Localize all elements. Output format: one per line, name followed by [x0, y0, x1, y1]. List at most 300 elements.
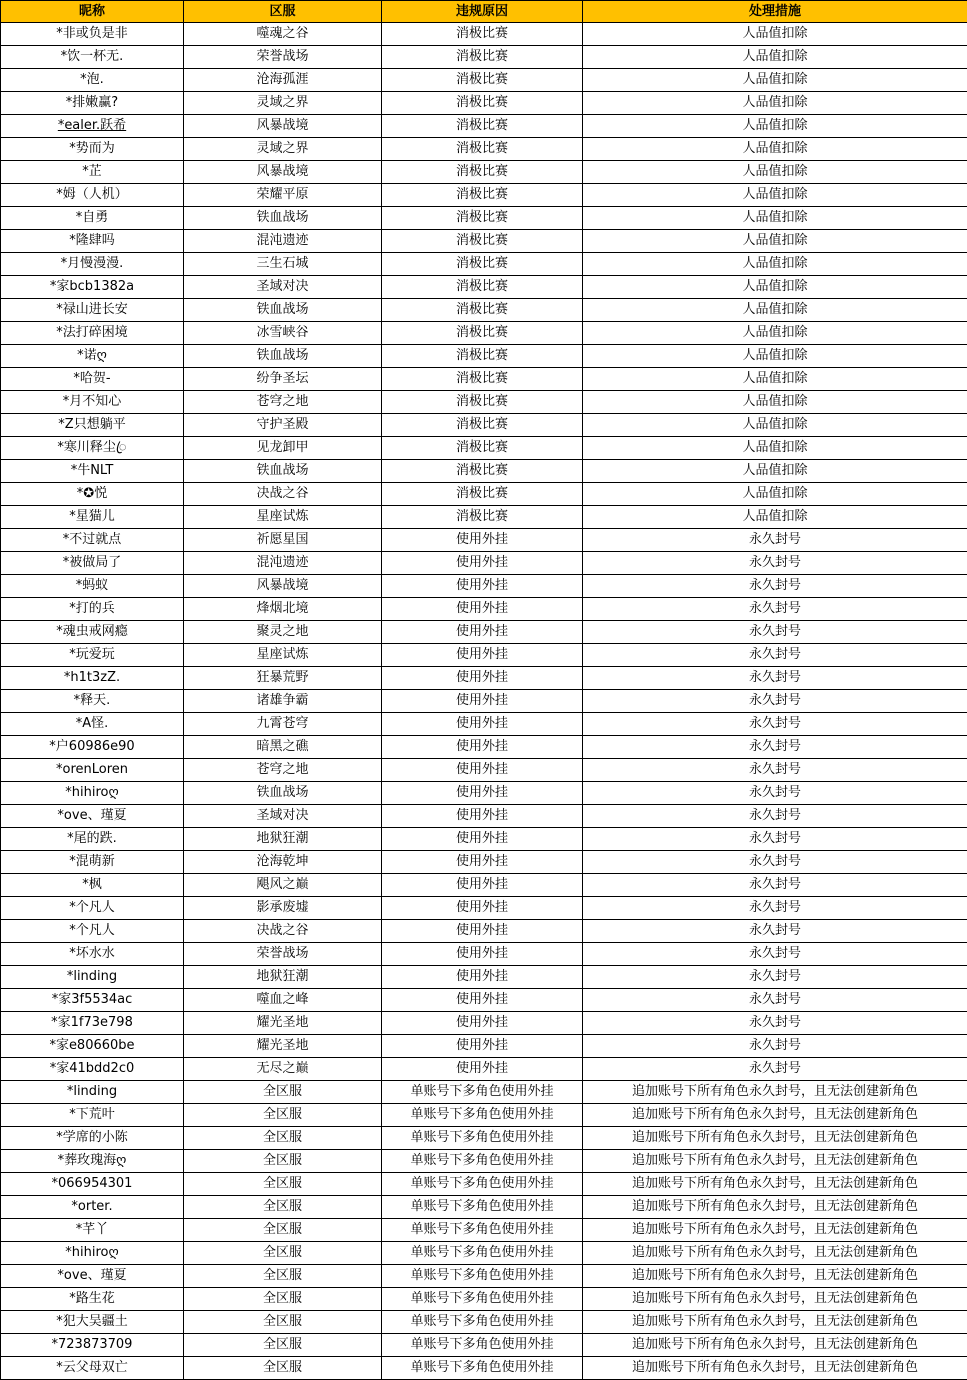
cell-action: 永久封号	[583, 966, 967, 989]
cell-server: 全区服	[184, 1288, 382, 1311]
cell-action: 永久封号	[583, 920, 967, 943]
cell-reason: 使用外挂	[382, 759, 583, 782]
cell-reason: 使用外挂	[382, 1035, 583, 1058]
cell-reason: 消极比赛	[382, 46, 583, 69]
table-row	[1, 621, 967, 644]
table-row	[1, 1311, 967, 1334]
cell-reason: 消极比赛	[382, 368, 583, 391]
cell-server: 星座试炼	[184, 644, 382, 667]
cell-server: 苍穹之地	[184, 759, 382, 782]
table-row	[1, 138, 967, 161]
cell-server: 风暴战境	[184, 115, 382, 138]
table-row	[1, 161, 967, 184]
table-row	[1, 1081, 967, 1104]
table-row	[1, 207, 967, 230]
table-row	[1, 230, 967, 253]
cell-nickname: *学席的小陈	[1, 1127, 184, 1150]
cell-nickname: *尾的跌.	[1, 828, 184, 851]
cell-reason: 使用外挂	[382, 943, 583, 966]
table-row	[1, 253, 967, 276]
cell-action: 永久封号	[583, 1058, 967, 1081]
cell-action: 人品值扣除	[583, 437, 967, 460]
cell-nickname: *ove、瑾夏	[1, 1265, 184, 1288]
cell-server: 三生石城	[184, 253, 382, 276]
cell-reason: 使用外挂	[382, 713, 583, 736]
cell-server: 风暴战境	[184, 161, 382, 184]
cell-action: 追加账号下所有角色永久封号，且无法创建新角色	[583, 1288, 967, 1311]
table-row	[1, 46, 967, 69]
cell-nickname: *月慢漫漫.	[1, 253, 184, 276]
table-row	[1, 644, 967, 667]
cell-reason: 消极比赛	[382, 161, 583, 184]
cell-server: 祈愿星国	[184, 529, 382, 552]
cell-action: 人品值扣除	[583, 506, 967, 529]
cell-reason: 使用外挂	[382, 575, 583, 598]
cell-action: 永久封号	[583, 575, 967, 598]
table-row	[1, 1265, 967, 1288]
cell-reason: 消极比赛	[382, 414, 583, 437]
cell-nickname: *排嫩赢?	[1, 92, 184, 115]
cell-server: 全区服	[184, 1357, 382, 1380]
table-row	[1, 1127, 967, 1150]
cell-server: 全区服	[184, 1311, 382, 1334]
cell-nickname: *魂虫戒网瘾	[1, 621, 184, 644]
cell-action: 人品值扣除	[583, 138, 967, 161]
cell-reason: 消极比赛	[382, 184, 583, 207]
cell-reason: 使用外挂	[382, 690, 583, 713]
cell-action: 永久封号	[583, 874, 967, 897]
cell-action: 人品值扣除	[583, 184, 967, 207]
cell-server: 全区服	[184, 1334, 382, 1357]
cell-action: 追加账号下所有角色永久封号，且无法创建新角色	[583, 1357, 967, 1380]
cell-reason: 使用外挂	[382, 920, 583, 943]
cell-server: 聚灵之地	[184, 621, 382, 644]
header-action: 处理措施	[583, 1, 967, 23]
table-row	[1, 23, 967, 46]
cell-nickname: *蚂蚁	[1, 575, 184, 598]
cell-action: 追加账号下所有角色永久封号，且无法创建新角色	[583, 1150, 967, 1173]
cell-nickname: *orenLoren	[1, 759, 184, 782]
cell-reason: 单账号下多角色使用外挂	[382, 1242, 583, 1265]
cell-reason: 单账号下多角色使用外挂	[382, 1173, 583, 1196]
cell-action: 永久封号	[583, 897, 967, 920]
cell-server: 狂暴荒野	[184, 667, 382, 690]
cell-nickname: *下荒叶	[1, 1104, 184, 1127]
cell-server: 圣域对决	[184, 805, 382, 828]
cell-server: 铁血战场	[184, 782, 382, 805]
cell-server: 见龙卸甲	[184, 437, 382, 460]
cell-reason: 消极比赛	[382, 460, 583, 483]
cell-action: 人品值扣除	[583, 253, 967, 276]
cell-action: 人品值扣除	[583, 46, 967, 69]
cell-action: 人品值扣除	[583, 414, 967, 437]
cell-reason: 使用外挂	[382, 851, 583, 874]
header-row	[1, 1, 967, 23]
cell-server: 荣耀平原	[184, 184, 382, 207]
cell-reason: 使用外挂	[382, 782, 583, 805]
cell-nickname: *ove、瑾夏	[1, 805, 184, 828]
cell-action: 永久封号	[583, 1012, 967, 1035]
cell-action: 永久封号	[583, 1035, 967, 1058]
cell-action: 人品值扣除	[583, 299, 967, 322]
cell-server: 苍穹之地	[184, 391, 382, 414]
cell-nickname: *自勇	[1, 207, 184, 230]
table-row	[1, 92, 967, 115]
table-header	[1, 1, 967, 23]
cell-server: 灵域之界	[184, 138, 382, 161]
cell-server: 噬魂之谷	[184, 23, 382, 46]
cell-nickname: *隆肆吗	[1, 230, 184, 253]
cell-reason: 消极比赛	[382, 391, 583, 414]
cell-action: 永久封号	[583, 552, 967, 575]
cell-server: 全区服	[184, 1150, 382, 1173]
table-row	[1, 1058, 967, 1081]
cell-action: 追加账号下所有角色永久封号，且无法创建新角色	[583, 1173, 967, 1196]
cell-nickname: *姆（人机）	[1, 184, 184, 207]
table-row	[1, 69, 967, 92]
cell-server: 飓风之巅	[184, 874, 382, 897]
cell-server: 耀光圣地	[184, 1035, 382, 1058]
cell-reason: 使用外挂	[382, 989, 583, 1012]
cell-nickname: *打的兵	[1, 598, 184, 621]
table-row	[1, 115, 967, 138]
cell-action: 永久封号	[583, 759, 967, 782]
table-row	[1, 1219, 967, 1242]
cell-server: 风暴战境	[184, 575, 382, 598]
cell-nickname: *芷	[1, 161, 184, 184]
cell-action: 人品值扣除	[583, 368, 967, 391]
cell-nickname: *泡.	[1, 69, 184, 92]
cell-action: 永久封号	[583, 529, 967, 552]
table-row	[1, 1035, 967, 1058]
header-server: 区服	[184, 1, 382, 23]
cell-server: 铁血战场	[184, 299, 382, 322]
cell-reason: 单账号下多角色使用外挂	[382, 1219, 583, 1242]
table-row	[1, 460, 967, 483]
header-nickname: 昵称	[1, 1, 184, 23]
table-row	[1, 598, 967, 621]
cell-action: 人品值扣除	[583, 115, 967, 138]
table-row	[1, 552, 967, 575]
cell-server: 全区服	[184, 1219, 382, 1242]
cell-server: 守护圣殿	[184, 414, 382, 437]
cell-reason: 使用外挂	[382, 598, 583, 621]
cell-nickname: *非或负是非	[1, 23, 184, 46]
cell-action: 人品值扣除	[583, 483, 967, 506]
cell-server: 诸雄争霸	[184, 690, 382, 713]
table-row	[1, 782, 967, 805]
cell-nickname: *哈贺-	[1, 368, 184, 391]
cell-action: 人品值扣除	[583, 92, 967, 115]
cell-reason: 单账号下多角色使用外挂	[382, 1104, 583, 1127]
cell-server: 全区服	[184, 1196, 382, 1219]
cell-action: 永久封号	[583, 782, 967, 805]
cell-action: 人品值扣除	[583, 207, 967, 230]
cell-reason: 单账号下多角色使用外挂	[382, 1150, 583, 1173]
cell-nickname: *家41bdd2c0	[1, 1058, 184, 1081]
cell-reason: 单账号下多角色使用外挂	[382, 1081, 583, 1104]
cell-action: 人品值扣除	[583, 391, 967, 414]
cell-nickname: *Z只想躺平	[1, 414, 184, 437]
cell-action: 追加账号下所有角色永久封号，且无法创建新角色	[583, 1334, 967, 1357]
cell-server: 铁血战场	[184, 207, 382, 230]
cell-reason: 单账号下多角色使用外挂	[382, 1311, 583, 1334]
cell-nickname: *hihiroღ	[1, 1242, 184, 1265]
cell-server: 混沌遗迹	[184, 230, 382, 253]
cell-reason: 消极比赛	[382, 230, 583, 253]
cell-reason: 消极比赛	[382, 92, 583, 115]
table-row	[1, 690, 967, 713]
cell-reason: 单账号下多角色使用外挂	[382, 1127, 583, 1150]
cell-server: 星座试炼	[184, 506, 382, 529]
cell-nickname: *芊丫	[1, 1219, 184, 1242]
table-row	[1, 322, 967, 345]
cell-server: 荣誉战场	[184, 46, 382, 69]
cell-reason: 消极比赛	[382, 483, 583, 506]
cell-nickname: *orter.	[1, 1196, 184, 1219]
cell-nickname: *linding	[1, 1081, 184, 1104]
cell-nickname: *家3f5534ac	[1, 989, 184, 1012]
cell-server: 决战之谷	[184, 920, 382, 943]
cell-nickname: *坏水水	[1, 943, 184, 966]
cell-server: 地狱狂潮	[184, 828, 382, 851]
cell-action: 追加账号下所有角色永久封号，且无法创建新角色	[583, 1311, 967, 1334]
table-row	[1, 920, 967, 943]
cell-nickname: *云父母双亡	[1, 1357, 184, 1380]
table-row	[1, 483, 967, 506]
cell-reason: 单账号下多角色使用外挂	[382, 1334, 583, 1357]
cell-server: 纷争圣坛	[184, 368, 382, 391]
cell-nickname: *牛NLT	[1, 460, 184, 483]
table-row	[1, 299, 967, 322]
cell-reason: 消极比赛	[382, 23, 583, 46]
cell-reason: 使用外挂	[382, 966, 583, 989]
cell-action: 人品值扣除	[583, 230, 967, 253]
cell-action: 追加账号下所有角色永久封号，且无法创建新角色	[583, 1196, 967, 1219]
cell-reason: 消极比赛	[382, 322, 583, 345]
cell-reason: 使用外挂	[382, 621, 583, 644]
cell-nickname: *寒川释尘ꦿ	[1, 437, 184, 460]
cell-nickname: *饮一杯无.	[1, 46, 184, 69]
cell-action: 永久封号	[583, 713, 967, 736]
cell-action: 追加账号下所有角色永久封号，且无法创建新角色	[583, 1265, 967, 1288]
cell-action: 追加账号下所有角色永久封号，且无法创建新角色	[583, 1242, 967, 1265]
table-body	[1, 23, 967, 1380]
cell-reason: 消极比赛	[382, 299, 583, 322]
cell-server: 全区服	[184, 1104, 382, 1127]
cell-reason: 单账号下多角色使用外挂	[382, 1357, 583, 1380]
cell-server: 无尽之巅	[184, 1058, 382, 1081]
cell-nickname: *不过就点	[1, 529, 184, 552]
table-row	[1, 851, 967, 874]
table-row	[1, 874, 967, 897]
cell-action: 人品值扣除	[583, 460, 967, 483]
cell-server: 圣域对决	[184, 276, 382, 299]
table-row	[1, 1173, 967, 1196]
cell-server: 铁血战场	[184, 460, 382, 483]
table-row	[1, 1288, 967, 1311]
cell-server: 全区服	[184, 1127, 382, 1150]
cell-nickname: *家1f73e798	[1, 1012, 184, 1035]
cell-reason: 使用外挂	[382, 897, 583, 920]
cell-nickname: *玩爱玩	[1, 644, 184, 667]
cell-nickname: *星猫儿	[1, 506, 184, 529]
cell-server: 决战之谷	[184, 483, 382, 506]
cell-nickname: *家bcb1382a	[1, 276, 184, 299]
cell-action: 永久封号	[583, 989, 967, 1012]
cell-action: 人品值扣除	[583, 161, 967, 184]
cell-action: 永久封号	[583, 943, 967, 966]
cell-reason: 使用外挂	[382, 552, 583, 575]
cell-action: 追加账号下所有角色永久封号，且无法创建新角色	[583, 1219, 967, 1242]
cell-nickname: *h1t3zZ.	[1, 667, 184, 690]
cell-action: 永久封号	[583, 851, 967, 874]
cell-nickname: *月不知心	[1, 391, 184, 414]
cell-action: 永久封号	[583, 667, 967, 690]
cell-action: 永久封号	[583, 828, 967, 851]
table-row	[1, 575, 967, 598]
cell-action: 永久封号	[583, 644, 967, 667]
cell-reason: 使用外挂	[382, 1012, 583, 1035]
cell-reason: 单账号下多角色使用外挂	[382, 1288, 583, 1311]
cell-nickname: *路生花	[1, 1288, 184, 1311]
cell-nickname	[1, 115, 184, 138]
cell-action: 永久封号	[583, 690, 967, 713]
cell-nickname: *混萌新	[1, 851, 184, 874]
cell-action: 人品值扣除	[583, 276, 967, 299]
nickname-text: *ealer.跃希	[58, 118, 126, 133]
table-row	[1, 966, 967, 989]
table-row	[1, 1242, 967, 1265]
cell-nickname: *✪悦	[1, 483, 184, 506]
cell-nickname: *723873709	[1, 1334, 184, 1357]
cell-server: 全区服	[184, 1265, 382, 1288]
cell-action: 追加账号下所有角色永久封号，且无法创建新角色	[583, 1081, 967, 1104]
table-row	[1, 759, 967, 782]
cell-nickname: *法打碎困境	[1, 322, 184, 345]
cell-action: 永久封号	[583, 736, 967, 759]
cell-reason: 消极比赛	[382, 138, 583, 161]
table-row	[1, 713, 967, 736]
table-row	[1, 1196, 967, 1219]
table-row	[1, 667, 967, 690]
cell-reason: 使用外挂	[382, 828, 583, 851]
header-reason: 违规原因	[382, 1, 583, 23]
cell-nickname: *被做局了	[1, 552, 184, 575]
table-row	[1, 276, 967, 299]
cell-reason: 消极比赛	[382, 276, 583, 299]
table-row	[1, 184, 967, 207]
cell-action: 永久封号	[583, 621, 967, 644]
cell-reason: 使用外挂	[382, 736, 583, 759]
table-row	[1, 1150, 967, 1173]
table-row	[1, 897, 967, 920]
cell-nickname: *犯大吴疆土	[1, 1311, 184, 1334]
table-row	[1, 414, 967, 437]
table-row	[1, 828, 967, 851]
table-row	[1, 989, 967, 1012]
cell-reason: 消极比赛	[382, 506, 583, 529]
cell-server: 灵域之界	[184, 92, 382, 115]
cell-reason: 单账号下多角色使用外挂	[382, 1196, 583, 1219]
cell-reason: 消极比赛	[382, 207, 583, 230]
cell-action: 追加账号下所有角色永久封号，且无法创建新角色	[583, 1127, 967, 1150]
cell-nickname: *hihiroღ	[1, 782, 184, 805]
cell-server: 混沌遗迹	[184, 552, 382, 575]
table-row	[1, 1334, 967, 1357]
cell-nickname: *个凡人	[1, 897, 184, 920]
table-row	[1, 1104, 967, 1127]
cell-nickname: *户60986e90	[1, 736, 184, 759]
cell-nickname: *释天.	[1, 690, 184, 713]
cell-server: 沧海乾坤	[184, 851, 382, 874]
cell-nickname: *066954301	[1, 1173, 184, 1196]
cell-server: 冰雪峡谷	[184, 322, 382, 345]
cell-nickname: *A怪.	[1, 713, 184, 736]
cell-nickname: *家e80660be	[1, 1035, 184, 1058]
cell-nickname: *诺ღ	[1, 345, 184, 368]
cell-reason: 消极比赛	[382, 345, 583, 368]
cell-server: 影承废墟	[184, 897, 382, 920]
cell-action: 永久封号	[583, 598, 967, 621]
cell-nickname: *枫	[1, 874, 184, 897]
cell-server: 全区服	[184, 1173, 382, 1196]
cell-server: 铁血战场	[184, 345, 382, 368]
cell-action: 人品值扣除	[583, 345, 967, 368]
cell-action: 人品值扣除	[583, 23, 967, 46]
cell-reason: 消极比赛	[382, 69, 583, 92]
table-row	[1, 805, 967, 828]
cell-nickname: *禄山进长安	[1, 299, 184, 322]
cell-server: 噬血之峰	[184, 989, 382, 1012]
cell-reason: 使用外挂	[382, 529, 583, 552]
table-row	[1, 437, 967, 460]
table-row	[1, 529, 967, 552]
cell-nickname: *葬玫瑰海ღ	[1, 1150, 184, 1173]
cell-action: 追加账号下所有角色永久封号，且无法创建新角色	[583, 1104, 967, 1127]
table-row	[1, 736, 967, 759]
table-row	[1, 368, 967, 391]
cell-reason: 使用外挂	[382, 805, 583, 828]
cell-reason: 使用外挂	[382, 644, 583, 667]
cell-server: 烽烟北境	[184, 598, 382, 621]
cell-action: 人品值扣除	[583, 69, 967, 92]
cell-server: 荣誉战场	[184, 943, 382, 966]
cell-nickname: *linding	[1, 966, 184, 989]
cell-action: 永久封号	[583, 805, 967, 828]
table-row	[1, 345, 967, 368]
cell-nickname: *个凡人	[1, 920, 184, 943]
cell-action: 人品值扣除	[583, 322, 967, 345]
cell-server: 全区服	[184, 1242, 382, 1265]
cell-reason: 消极比赛	[382, 253, 583, 276]
cell-server: 全区服	[184, 1081, 382, 1104]
table-row	[1, 506, 967, 529]
cell-reason: 使用外挂	[382, 667, 583, 690]
cell-server: 暗黑之礁	[184, 736, 382, 759]
cell-reason: 消极比赛	[382, 115, 583, 138]
cell-reason: 使用外挂	[382, 874, 583, 897]
cell-nickname: *势而为	[1, 138, 184, 161]
cell-server: 耀光圣地	[184, 1012, 382, 1035]
cell-server: 沧海孤涯	[184, 69, 382, 92]
table-row	[1, 391, 967, 414]
table-row	[1, 1357, 967, 1380]
cell-server: 地狱狂潮	[184, 966, 382, 989]
table-row	[1, 943, 967, 966]
cell-server: 九霄苍穹	[184, 713, 382, 736]
cell-reason: 消极比赛	[382, 437, 583, 460]
